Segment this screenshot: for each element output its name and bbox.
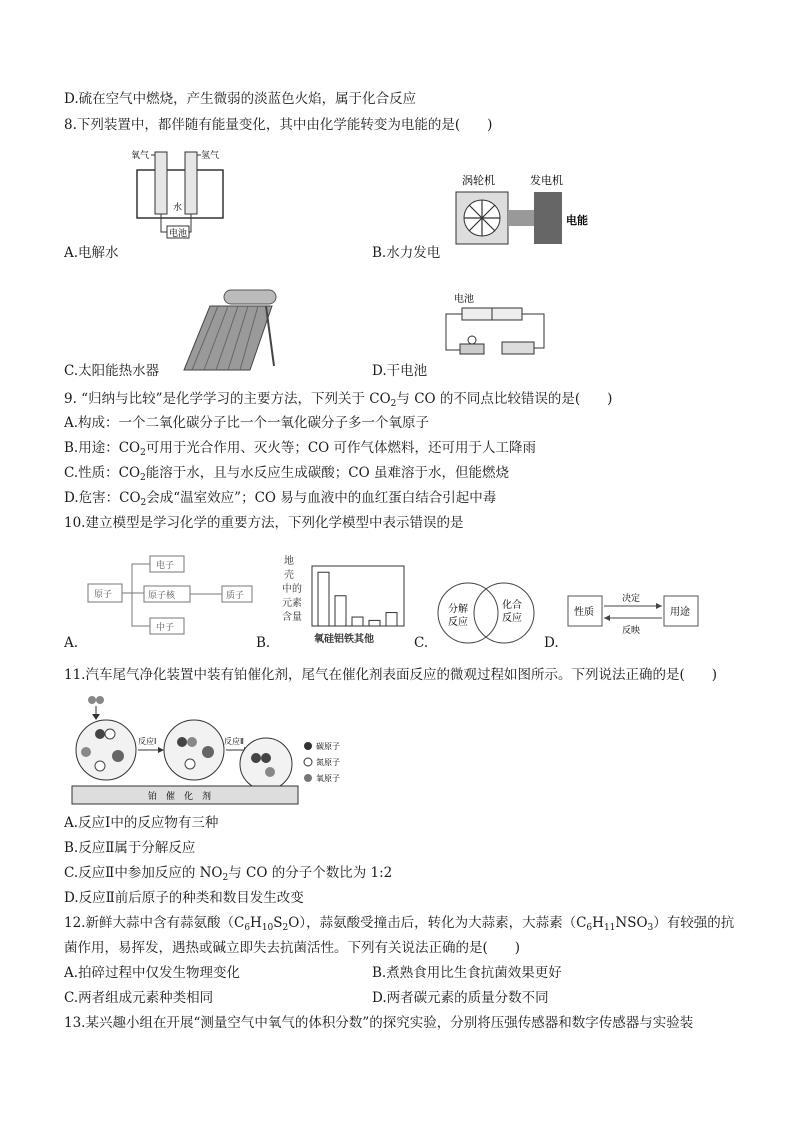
chart-bar-2 [352,617,363,626]
q13-stem: 13.某兴趣小组在开展“测量空气中氧气的体积分数”的探究实验，分别将压强传感器和数字传感器与实验装 [64,1015,694,1031]
chart-xlabel: 氧硅铝铁其他 [314,634,374,645]
q10-figure-bar-chart [278,550,408,654]
q12-part: NSO [615,915,648,931]
subscript: 2 [222,873,229,883]
q12-part: O），蒜氨酸受撞击后，转化为大蒜素，大蒜素（C [288,915,587,931]
fig-text: 性质 [574,607,594,618]
chart-ylabel-2: 壳 [284,570,294,581]
fig-text: 用途 [670,607,690,618]
subscript: 2 [282,923,289,933]
fig-text: 决定 [622,594,641,604]
chart-ylabel-5: 含量 [282,612,302,623]
q12-option-d: D.两者碳元素的质量分数不同 [372,990,549,1006]
q11-option-b: B.反应Ⅱ属于分解反应 [64,840,196,856]
q8-option-c: C.太阳能热水器 [64,363,160,379]
q11c-part: C.反应Ⅱ中参加反应的 NO [64,865,223,881]
chart-ylabel-3: 中的 [282,584,302,595]
q9d-part: 会成“温室效应”；CO 易与血液中的血红蛋白结合引起中毒 [146,490,497,506]
legend-text: 碳原子 [316,742,340,751]
fig-text: 质子 [226,591,245,601]
q11-option-c [64,864,392,887]
fig-text: 发电机 [530,174,563,187]
q10-option-a: A. [64,635,79,651]
fig-text: 原子核 [148,591,176,601]
q12-part: S [273,915,283,931]
subscript: 2 [390,399,397,409]
subscript: 3 [647,923,654,933]
fig-text: 铂 催 化 剂 [148,792,212,802]
chart-bar-0 [318,572,329,626]
q12-stem-line1 [64,914,734,937]
chart-bar-1 [335,596,346,626]
q8-figure-hydro [452,172,598,248]
q11-option-d: D.反应Ⅱ前后原子的种类和数目发生改变 [64,890,304,906]
q10-option-b: B. [256,635,271,651]
q8-option-a: A.电解水 [64,245,119,261]
chart-bar-3 [369,620,380,626]
q9-option-a: A.构成：一个二氧化碳分子比一个一氧化碳分子多一个氧原子 [64,415,430,431]
q10-figure-property-use [566,588,702,648]
chart-bar-4 [386,613,397,626]
q9-stem-part: 与 CO 的不同点比较错误的是( ) [396,391,613,407]
q11-figure-catalyst [70,692,302,810]
subscript: 11 [603,923,616,933]
q10-figure-venn [436,578,536,648]
q11c-part: 与 CO 的分子个数比为 1:2 [228,865,393,881]
fig-text: 反映 [622,626,641,636]
fig-text: 涡轮机 [462,174,495,187]
q12-option-b: B.煮熟食用比生食抗菌效果更好 [372,965,562,981]
legend-text: 氮原子 [316,758,340,767]
legend-text: 氧原子 [316,774,340,783]
q9c-part: C.性质：CO [64,465,141,481]
chart-bars [318,572,397,626]
q12-part: ）有较强的抗 [653,915,735,931]
fig-text: 电池 [169,229,188,239]
q9b-part: 可用于光合作用、灭火等；CO 可作气体燃料，还可用于人工降雨 [145,440,537,456]
q8-figure-solar-heater [180,286,280,374]
subscript: 2 [140,448,146,458]
q10-stem: 10.建立模型是学习化学的重要方法，下列化学模型中表示错误的是 [64,515,464,531]
q10-option-c: C. [414,635,429,651]
q9-option-b [64,439,536,462]
q12-option-c: C.两者组成元素种类相同 [64,990,214,1006]
q9-stem [64,390,612,413]
q9-option-c [64,464,509,487]
fig-text: 反应Ⅰ [138,737,157,746]
subscript: 2 [140,473,146,483]
fig-text: 化合 [502,600,522,611]
subscript: 6 [586,923,593,933]
fig-text: 反应 [502,613,522,624]
q10-option-d: D. [544,635,559,651]
q11-option-a: A.反应Ⅰ中的反应物有三种 [64,815,219,831]
q11-legend [302,736,354,792]
q11-stem: 11.汽车尾气净化装置中装有铂催化剂，尾气在催化剂表面反应的微观过程如图所示。下列说法正确的是( ) [64,667,718,683]
q12-part: 12.新鲜大蒜中含有蒜氨酸（C [64,915,245,931]
chart-ylabel-1: 地 [284,556,294,567]
q8-figure-dry-battery [440,290,552,362]
q9d-part: D.危害：CO [64,490,141,506]
fig-text: 分解 [448,604,468,615]
q12-stem-line2: 菌作用，易挥发，遇热或碱立即失去抗菌活性。下列有关说法正确的是( ) [64,940,521,956]
q12-part: H [592,915,604,931]
subscript: 10 [261,923,274,933]
q9-stem-part: 9. “归纳与比较”是化学学习的主要方法，下列关于 CO [64,391,391,407]
subscript: 6 [244,923,251,933]
fig-text: 反应Ⅱ [224,737,244,746]
q10-figure-atom-model [86,552,256,652]
fig-text: 电能 [566,214,588,227]
subscript: 2 [140,498,147,508]
fig-text: 氢气 [201,151,220,161]
fig-text: 原子 [94,590,113,600]
q9-option-d [64,489,496,512]
q12-option-a: A.拍碎过程中仅发生物理变化 [64,965,241,981]
fig-text: 氧气 [131,151,150,161]
q7-option-d: D.硫在空气中燃烧，产生微弱的淡蓝色火焰，属于化合反应 [64,91,417,107]
q9c-part: 能溶于水，且与水反应生成碳酸；CO 虽难溶于水，但能燃烧 [145,465,509,481]
q8-option-d: D.干电池 [372,363,428,379]
fig-text: 水 [173,203,183,213]
q8-figure-electrolysis [125,146,235,244]
fig-text: 中子 [156,623,175,633]
chart-ylabel-4: 元素 [282,598,302,609]
q9b-part: B.用途：CO [64,440,141,456]
fig-text: 电子 [156,561,175,571]
fig-text: 电池 [454,294,474,305]
q8-stem: 8.下列装置中，都伴随有能量变化，其中由化学能转变为电能的是( ) [64,117,493,133]
fig-text: 反应 [448,617,468,628]
q12-part: H [250,915,262,931]
q8-option-b: B.水力发电 [372,245,441,261]
